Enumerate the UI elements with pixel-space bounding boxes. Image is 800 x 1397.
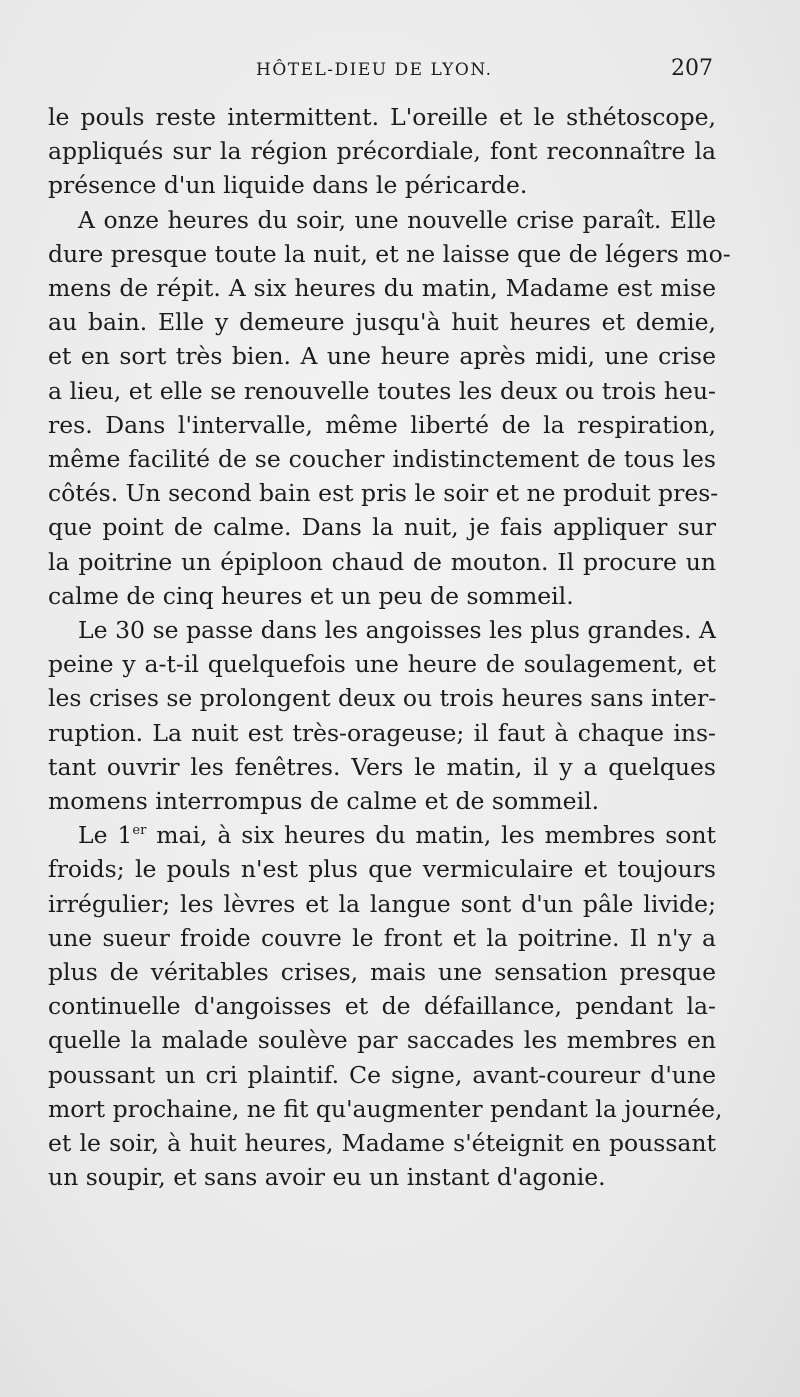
text-line: mort prochaine, ne fit qu'augmenter pendant la journée,	[48, 1094, 723, 1123]
text-line: ruption. La nuit est très-orageuse; il faut à chaque ins-	[48, 718, 716, 747]
text-line: plus de véritables crises, mais une sensation presque	[48, 958, 716, 987]
text-line: momens interrompus de calme et de sommeil.	[48, 787, 600, 816]
text-line: même facilité de se coucher indistinctement de tous les	[48, 445, 716, 474]
text-line: A onze heures du soir, une nouvelle crise paraît. Elle	[78, 205, 716, 234]
text-line: tant ouvrir les fenêtres. Vers le matin, il y a quelques	[48, 752, 716, 781]
text-line: les crises se prolongent deux ou trois heures sans inter-	[48, 684, 717, 713]
text-line: irrégulier; les lèvres et la langue sont d'un pâle livide;	[48, 889, 716, 918]
text-line: présence d'un liquide dans le péricarde.	[48, 171, 528, 200]
text-line: et le soir, à huit heures, Madame s'éteignit en poussant	[48, 1129, 716, 1158]
text-line: que point de calme. Dans la nuit, je fais appliquer sur	[48, 513, 716, 542]
page-header	[48, 56, 713, 90]
text-line: poussant un cri plaintif. Ce signe, avant-coureur d'une	[48, 1060, 716, 1089]
running-title: HÔTEL-DIEU DE LYON.	[256, 60, 493, 80]
text-line: continuelle d'angoisses et de défaillance, pendant la-	[48, 992, 716, 1021]
text-line: côtés. Un second bain est pris le soir et ne produit pres-	[48, 479, 719, 508]
text-line: froids; le pouls n'est plus que vermiculaire et toujours	[48, 855, 716, 884]
ordinal-superscript: er	[132, 823, 147, 839]
text-line: calme de cinq heures et un peu de sommeil.	[48, 581, 574, 610]
text-line: res. Dans l'intervalle, même liberté de la respiration,	[48, 410, 716, 439]
text-line: le pouls reste intermittent. L'oreille et le sthétoscope,	[48, 103, 716, 131]
text-line-may	[48, 818, 716, 852]
text-line: un soupir, et sans avoir eu un instant d'agonie.	[48, 1163, 606, 1192]
may-line-start: Le 1	[78, 821, 133, 850]
text-line: une sueur froide couvre le front et la poitrine. Il n'y a	[48, 923, 716, 952]
text-line: dure presque toute la nuit, et ne laisse que de légers mo-	[48, 239, 731, 268]
text-line: et en sort très bien. A une heure après midi, une crise	[48, 342, 716, 371]
text-line: a lieu, et elle se renouvelle toutes les deux ou trois heu-	[48, 376, 716, 405]
text-line: quelle la malade soulève par saccades les membres en	[48, 1026, 716, 1055]
text-line: la poitrine un épiploon chaud de mouton. Il procure un	[48, 547, 716, 576]
text-line: appliqués sur la région précordiale, font reconnaître la	[48, 137, 716, 166]
body-text	[48, 100, 731, 1195]
text-line: peine y a-t-il quelquefois une heure de soulagement, et	[48, 650, 716, 679]
text-line: au bain. Elle y demeure jusqu'à huit heures et demie,	[48, 308, 716, 337]
text-line: mens de répit. A six heures du matin, Madame est mise	[48, 274, 716, 303]
text-line: Le 30 se passe dans les angoisses les plus grandes. A	[78, 616, 716, 645]
may-line-end: mai, à six heures du matin, les membres sont	[146, 821, 716, 850]
page-number: 207	[671, 56, 713, 81]
